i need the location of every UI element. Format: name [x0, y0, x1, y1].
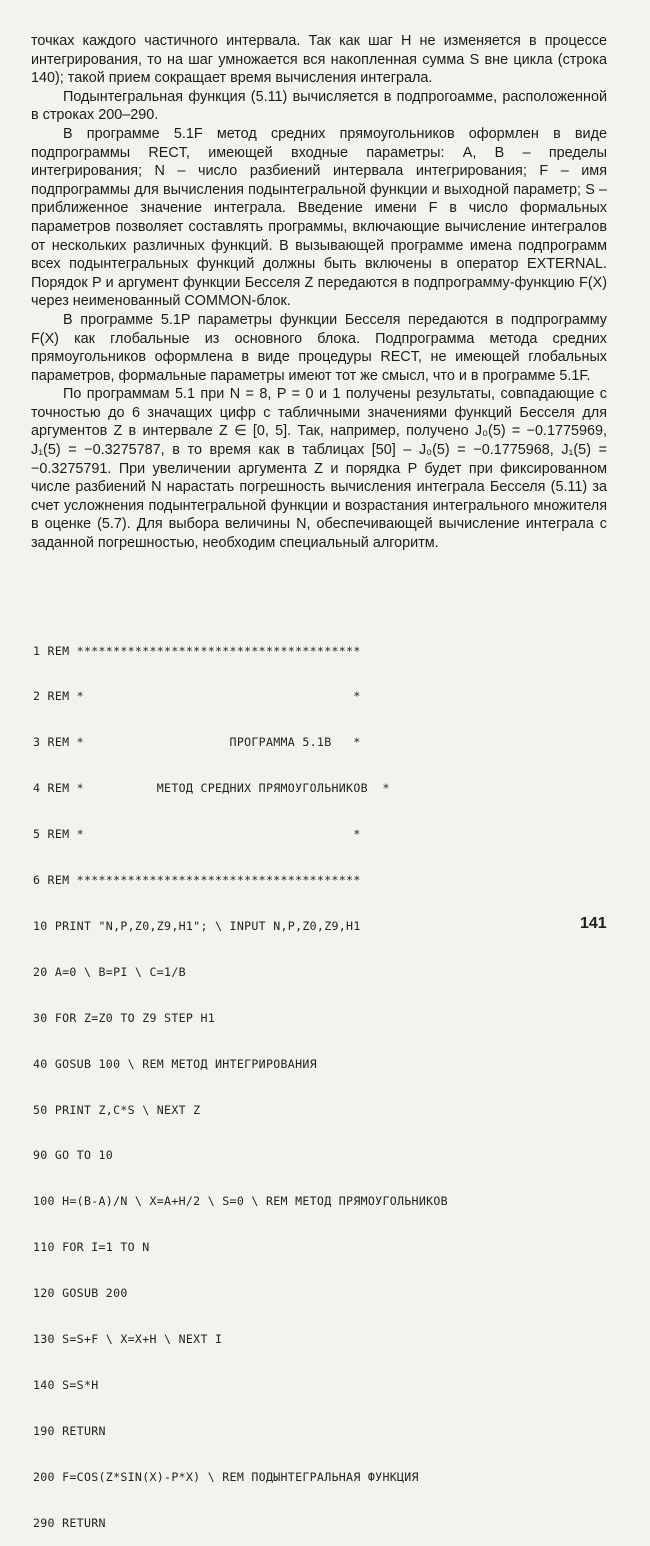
- code-line: 30 FOR Z=Z0 TO Z9 STEP H1: [33, 1010, 216, 1025]
- paragraph-3: В программе 5.1F метод средних прямоугольников оформлен в виде подпрограммы RECT, имеющей входные параметры: A, B – пределы интегрирования; N – число разбиений интервала интегрирования; F – имя подпрограммы для вычисления подынтегральной функции и выходной параметр; S – приближенное значение интеграла. Введение имени F в число формальных параметров позволяет составлять программы, включающие вычисление интегралов от нескольких различных функций. В вызывающей программе имена подпрограмм всех подынтегральных функций должны быть включены в оператор EXTERNAL. Порядок P и аргумент функции Бесселя Z передаются в подпрограмму-функцию F(X) через неименованный COMMON-блок.: [31, 125, 607, 310]
- code-line: 2 REM * *: [33, 689, 361, 704]
- code-line: 5 REM * *: [33, 827, 361, 842]
- code-line: 20 A=0 \ B=PI \ C=1/B: [33, 964, 186, 979]
- code-line: 200 F=COS(Z*SIN(X)-P*X) \ REM ПОДЫНТЕГРАЛЬНАЯ ФУНКЦИЯ: [33, 1469, 419, 1484]
- code-line: 50 PRINT Z,C*S \ NEXT Z: [33, 1102, 201, 1117]
- code-line: 110 FOR I=1 TO N: [33, 1240, 150, 1255]
- code-line: 190 RETURN: [33, 1423, 106, 1438]
- paragraph-5: По программам 5.1 при N = 8, P = 0 и 1 получены результаты, совпадающие с точностью до 6 значащих цифр с табличными значениями функций Бесселя для аргументов Z в интервале Z ∈ [0, 5]. Так, например, получено J₀(5) = −0.1775969, J₁(5) = −0.3275787, в то время как в таблицах [50] – J₀(5) = −0.1775968, J₁(5) = −0.3275791. При увеличении аргумента Z и порядка P будет при фиксированном числе разбиений N нарастать погрешность вычисления интеграла Бесселя (5.11) за счет усложнения подынтегральной функции и возрастания интегрального множителя в оценке (5.7). Для выбора величины N, обеспечивающей вычисление интеграла с заданной погрешностью, необходим специальный алгоритм.: [31, 386, 607, 552]
- paragraph-2: Подынтегральная функция (5.11) вычисляется в подпрогоамме, расположенной в строках 200–290.: [31, 88, 607, 124]
- body-text: [31, 32, 607, 553]
- paragraph-1: точках каждого частичного интервала. Так как шаг H не изменяется в процессе интегрирования, то на шаг умножается вся накопленная сумма S вне цикла (строка 140); такой прием сокращает время вычисления интеграла.: [31, 33, 607, 87]
- code-line: 90 GO TO 10: [33, 1148, 114, 1163]
- code-line: 4 REM * МЕТОД СРЕДНИХ ПРЯМОУГОЛЬНИКОВ *: [33, 781, 390, 796]
- code-line: 3 REM * ПРОГРАММА 5.1В *: [33, 735, 361, 750]
- code-line: 100 H=(B-A)/N \ X=A+H/2 \ S=0 \ REM МЕТОД ПРЯМОУГОЛЬНИКОВ: [33, 1194, 448, 1209]
- code-line: 290 RETURN: [33, 1515, 106, 1530]
- code-line: 1 REM ***************************************: [33, 643, 361, 658]
- code-line: 10 PRINT "N,P,Z0,Z9,H1"; \ INPUT N,P,Z0,Z9,H1: [33, 918, 361, 933]
- paragraph-4: В программе 5.1P параметры функции Бесселя передаются в подпрограмму F(X) как глобальные из основного блока. Подпрограмма метода средних прямоугольников оформлена в виде процедуры RECT, не имеющей глобальных параметров, формальные параметры имеют тот же смысл, что и в программе 5.1F.: [31, 311, 607, 384]
- code-line: 130 S=S+F \ X=X+H \ NEXT I: [33, 1331, 223, 1346]
- page-number: 141: [580, 915, 607, 932]
- code-line: 120 GOSUB 200: [33, 1286, 128, 1301]
- code-line: 140 S=S*H: [33, 1377, 99, 1392]
- code-line: 6 REM ***************************************: [33, 873, 361, 888]
- code-line: 40 GOSUB 100 \ REM МЕТОД ИНТЕГРИРОВАНИЯ: [33, 1056, 317, 1071]
- basic-program-listing: [33, 613, 593, 1546]
